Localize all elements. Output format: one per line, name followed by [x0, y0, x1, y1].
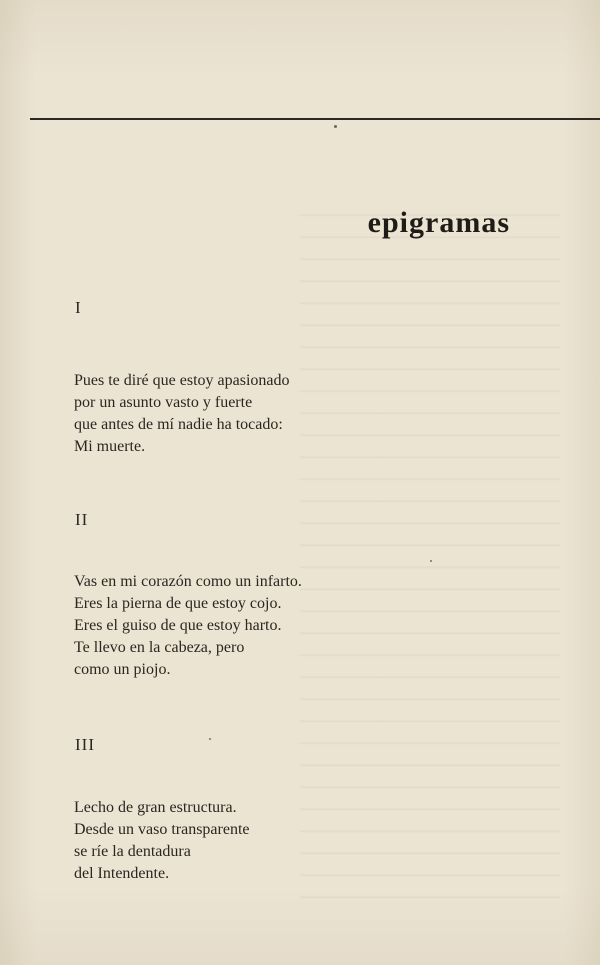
section-numeral-1: I — [75, 298, 82, 317]
show-through-text — [300, 200, 560, 900]
stanza-3 — [74, 797, 250, 885]
stanza-line: Eres la pierna de que estoy cojo. — [74, 595, 282, 612]
paper-speck — [430, 560, 432, 562]
stanza-1 — [74, 370, 290, 458]
stanza-line: por un asunto vasto y fuerte — [74, 394, 253, 411]
stanza-line: Vas en mi corazón como un infarto. — [74, 573, 302, 590]
rule-speck — [334, 125, 337, 128]
stanza-line: del Intendente. — [74, 865, 170, 882]
section-numeral-2: II — [75, 510, 89, 529]
stanza-line: Desde un vaso transparente — [74, 821, 250, 838]
stanza-line: Te llevo en la cabeza, pero — [74, 639, 245, 656]
stanza-2 — [74, 571, 302, 681]
paper-speck — [209, 738, 211, 740]
stanza-line: Pues te diré que estoy apasionado — [74, 372, 290, 389]
page-title: epigramas — [367, 206, 510, 239]
section-numeral-3: III — [75, 735, 95, 754]
stanza-line: como un piojo. — [74, 661, 171, 678]
stanza-line: Mi muerte. — [74, 438, 146, 455]
header-rule — [30, 118, 600, 120]
stanza-line: Lecho de gran estructura. — [74, 799, 237, 816]
stanza-line: Eres el guiso de que estoy harto. — [74, 617, 282, 634]
stanza-line: se ríe la dentadura — [74, 843, 191, 860]
stanza-line: que antes de mí nadie ha tocado: — [74, 416, 283, 433]
